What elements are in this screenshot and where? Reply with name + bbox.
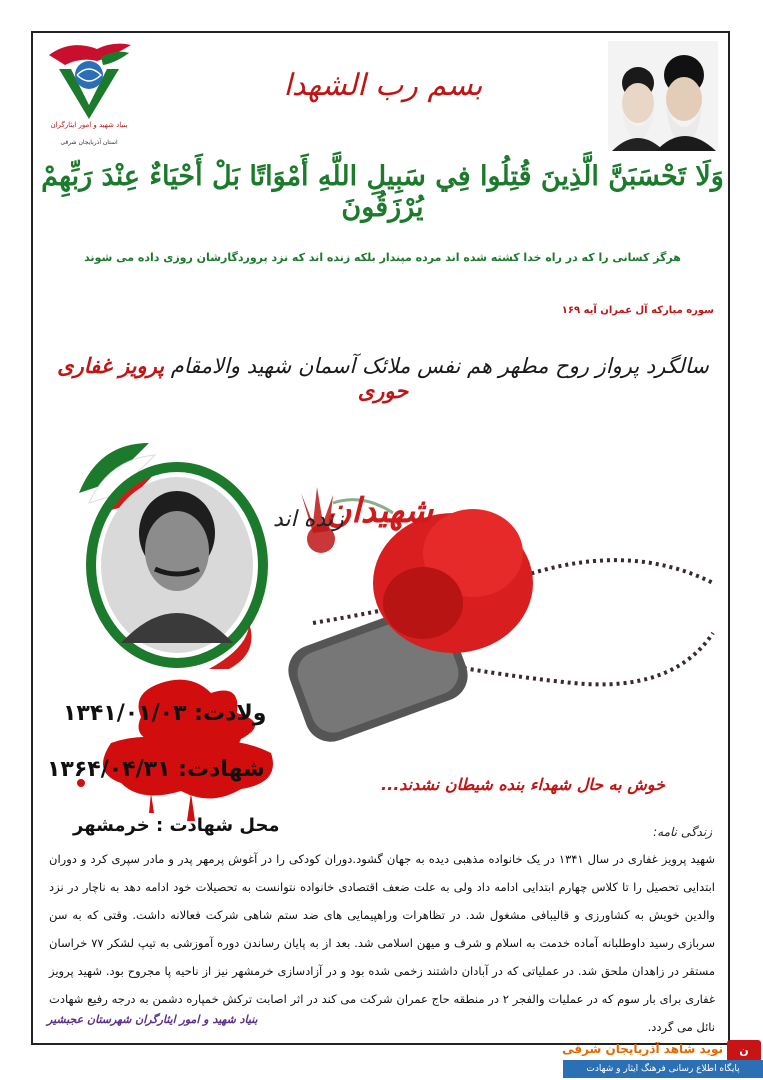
death-value: ۱۳۶۴/۰۴/۳۱ bbox=[47, 757, 171, 782]
death-label: شهادت: bbox=[178, 757, 265, 782]
birth-date bbox=[63, 701, 303, 726]
blood-splatter-icon bbox=[41, 673, 341, 823]
martyrdom-date bbox=[47, 757, 317, 782]
badge-site-name: نوید شاهد آذربایجان شرقی bbox=[562, 1042, 723, 1056]
martyr-photo bbox=[59, 433, 279, 673]
martyrdom-place: محل شهادت : خرمشهر bbox=[73, 815, 280, 836]
leaders-portrait bbox=[608, 41, 718, 151]
biography-text: شهید پرویز غفاری در سال ۱۳۴۱ در یک خانواده مذهبی دیده به جهان گشود.دوران کودکی را در آغوش پرمهر پدر و مادر سپری کرد و دوران ابتدایی تحصیل را تا کلاس چهارم ابتدایی ادامه داد ولی به علت ضعف اقتصادی خانواده نتوانست به تحصیلات خود ادامه دهد به ناچار در نزد والدین خویش به کشاورزی و قالیبافی مشغول شد. در تظاهرات وراهپیمایی های ضد ستم شاهی شرکت فعالانه داشت. وقتی که به سن سربازی رسید داوطلبانه آماده خدمت به اسلام و شرف و میهن اسلامی شد. بعد از به پایان رساندن دوره آموزشی به تیپ لشکر ۷۷ خراسان مستقر در زاهدان ملحق شد. در عملیاتی که در آبادان داشتند زخمی شده بود و در آزادسازی خرمشهر نیز از ناحیه پا مجروح بود. شهید پرویز غفاری برای بار سوم که در عملیات والفجر ۲ در منطقه حاج عمران شرکت می کند در اثر اصابت ترکش خمپاره دشمن به درجه رفیع شهادت نائل می گردد. bbox=[49, 852, 715, 1034]
secondary-slogan: خوش به حال شهداء بنده شیطان نشدند... bbox=[381, 775, 665, 794]
logo-org-text: بنیاد شهید و امور ایثارگران bbox=[50, 121, 128, 129]
portrait-icon bbox=[608, 41, 718, 151]
poster bbox=[31, 31, 730, 1045]
bio-label: زندگی نامه: bbox=[653, 825, 712, 839]
navid-shahed-logo-icon: ن bbox=[727, 1040, 761, 1062]
slogan-box bbox=[273, 491, 433, 561]
slogan-sub: زنده اند bbox=[273, 507, 344, 532]
verse-reference: سوره مبارکه آل عمران آیه ۱۶۹ bbox=[561, 305, 714, 316]
martyr-name: پرویز غفاری حوری bbox=[57, 353, 409, 403]
tribute-line bbox=[53, 353, 713, 403]
birth-label: ولادت: bbox=[194, 701, 267, 726]
foundation-logo bbox=[41, 35, 137, 153]
logo-province-text: استان آذربایجان شرقی bbox=[60, 139, 118, 146]
martyr-portrait-icon bbox=[59, 433, 279, 673]
tribute-text: سالگرد پرواز روح مطهر هم نفس ملائک آسمان شهید والامقام bbox=[170, 354, 709, 378]
quran-verse: وَلَا تَحْسَبَنَّ الَّذِينَ قُتِلُوا فِي سَبِيلِ اللَّهِ أَمْوَاتًا بَلْ أَحْيَاءٌ عِنْدَ رَبِّهِمْ يُرْزَقُونَ bbox=[41, 161, 724, 223]
verse-translation: هرگز کسانی را که در راه خدا کشته شده اند مرده مپندار بلکه زنده اند که نزد پروردگارشان روزی داده می شوند bbox=[84, 251, 681, 264]
badge-tagline: پایگاه اطلاع رسانی فرهنگ ایثار و شهادت bbox=[563, 1060, 763, 1078]
site-badge bbox=[553, 1040, 763, 1080]
slogan-main: شهیدان bbox=[326, 491, 433, 531]
foundation-signature: بنیاد شهید و امور ایثارگران شهرستان عجبشیر bbox=[47, 1013, 258, 1026]
basmala-calligraphy: بسم رب الشهدا bbox=[283, 68, 483, 103]
birth-value: ۱۳۴۱/۰۱/۰۳ bbox=[63, 701, 187, 726]
dove-globe-icon bbox=[41, 35, 137, 121]
